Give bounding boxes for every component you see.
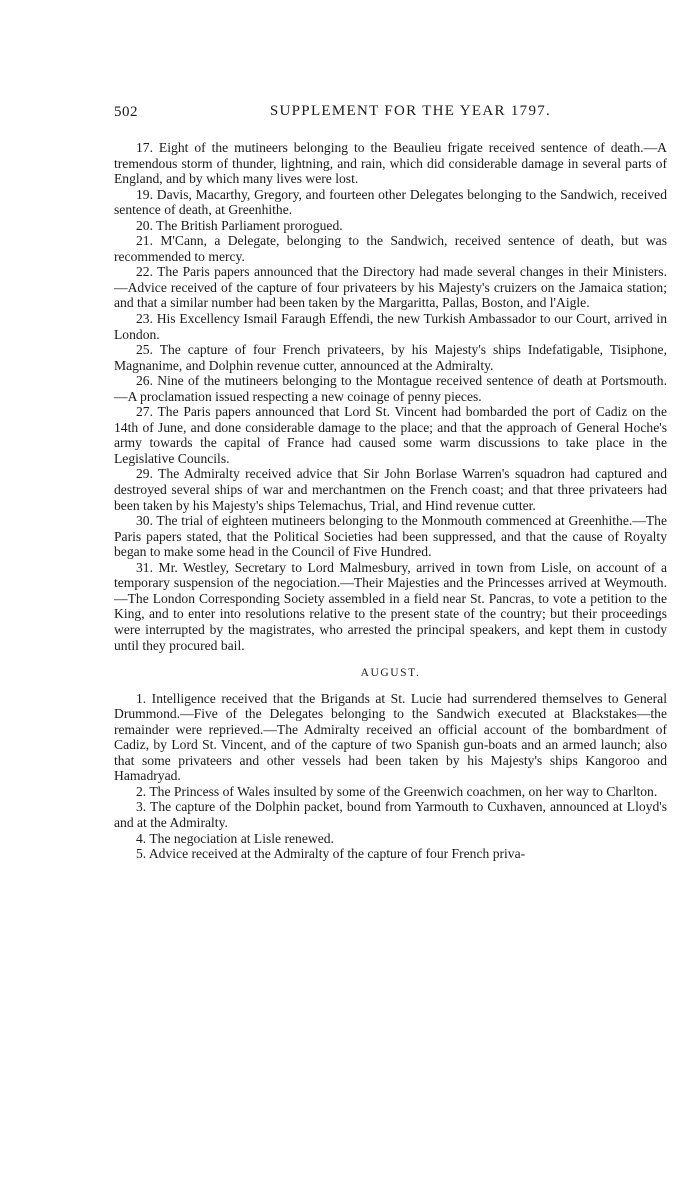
page-number: 502 — [114, 104, 138, 120]
entry-august-3: 3. The capture of the Dolphin packet, bound from Yarmouth to Cuxhaven, announced at Lloyd's and at the Admiralty. — [114, 799, 667, 830]
entry-july-25: 25. The capture of four French privateers, by his Majesty's ships Indefatigable, Tisiphone, Magnanime, and Dolphin revenue cutter, announced at the Admiralty. — [114, 342, 667, 373]
entry-july-22: 22. The Paris papers announced that the Directory had made several changes in their Ministers.—Advice received of the capture of four privateers by his Majesty's cruizers on the Jamaica station; and that a similar number had been taken by the Margaritta, Pallas, Boston, and l'Aigle. — [114, 264, 667, 311]
section-heading-august: AUGUST. — [360, 667, 421, 680]
entry-july-26: 26. Nine of the mutineers belonging to the Montague received sentence of death at Portsmouth.—A proclamation issued respecting a new coinage of penny pieces. — [114, 373, 667, 404]
entry-july-31: 31. Mr. Westley, Secretary to Lord Malmesbury, arrived in town from Lisle, on account of a temporary suspension of the negociation.—Their Majesties and the Princesses arrived at Weymouth.—The London Corresponding Society assembled in a field near St. Pancras, to vote a petition to the King, and to enter into resolutions relative to the present state of the country; but their proceedings were interrupted by the magistrates, who arrested the principal speakers, and kept them in custody until they procured bail. — [114, 559, 667, 653]
body-text — [114, 140, 667, 862]
entry-july-30: 30. The trial of eighteen mutineers belonging to the Monmouth commenced at Greenhithe.—The Paris papers stated, that the Political Societies had been suppressed, and that the cause of Royalty began to make some head in the Council of Five Hundred. — [114, 513, 667, 560]
entry-july-23: 23. His Excellency Ismail Faraugh Effendi, the new Turkish Ambassador to our Court, arrived in London. — [114, 311, 667, 342]
entry-july-20: 20. The British Parliament prorogued. — [136, 217, 343, 233]
entry-july-17: 17. Eight of the mutineers belonging to the Beaulieu frigate received sentence of death.—A tremendous storm of thunder, lightning, and rain, which did considerable damage in several parts of England, and by which many lives were lost. — [114, 140, 667, 187]
entry-august-4: 4. The negociation at Lisle renewed. — [136, 830, 334, 846]
entry-july-21: 21. M'Cann, a Delegate, belonging to the Sandwich, received sentence of death, but was recommended to mercy. — [114, 233, 667, 264]
entry-august-5: 5. Advice received at the Admiralty of the capture of four French priva- — [136, 846, 526, 862]
entry-july-27: 27. The Paris papers announced that Lord St. Vincent had bombarded the port of Cadiz on the 14th of June, and done considerable damage to the place; and that the approach of General Hoche's army towards the capital of France had caused some warm discussions to take place in the Legislative Councils. — [114, 404, 667, 466]
running-title: SUPPLEMENT FOR THE YEAR 1797. — [269, 103, 552, 119]
entry-august-1: 1. Intelligence received that the Brigands at St. Lucie had surrendered themselves to General Drummond.—Five of the Delegates belonging to the Sandwich executed at Blackstakes—the remainder were reprieved.—The Admiralty received an official account of the bombardment of Cadiz, by Lord St. Vincent, and of the capture of two Spanish gun-boats and an armed launch; also that some privateers and other vessels had been taken by his Majesty's ships Kangoroo and Hamadryad. — [114, 690, 667, 784]
entry-july-19: 19. Davis, Macarthy, Gregory, and fourteen other Delegates belonging to the Sandwich, received sentence of death, at Greenhithe. — [114, 186, 667, 218]
running-head — [114, 100, 667, 126]
entry-july-29: 29. The Admiralty received advice that Sir John Borlase Warren's squadron had captured and destroyed several ships of war and merchantmen on the French coast; and that three privateers had been taken by his Majesty's ships Telemachus, Trial, and Hind revenue cutter. — [114, 466, 667, 513]
entry-august-2: 2. The Princess of Wales insulted by some of the Greenwich coachmen, on her way to Charlton. — [136, 783, 658, 799]
